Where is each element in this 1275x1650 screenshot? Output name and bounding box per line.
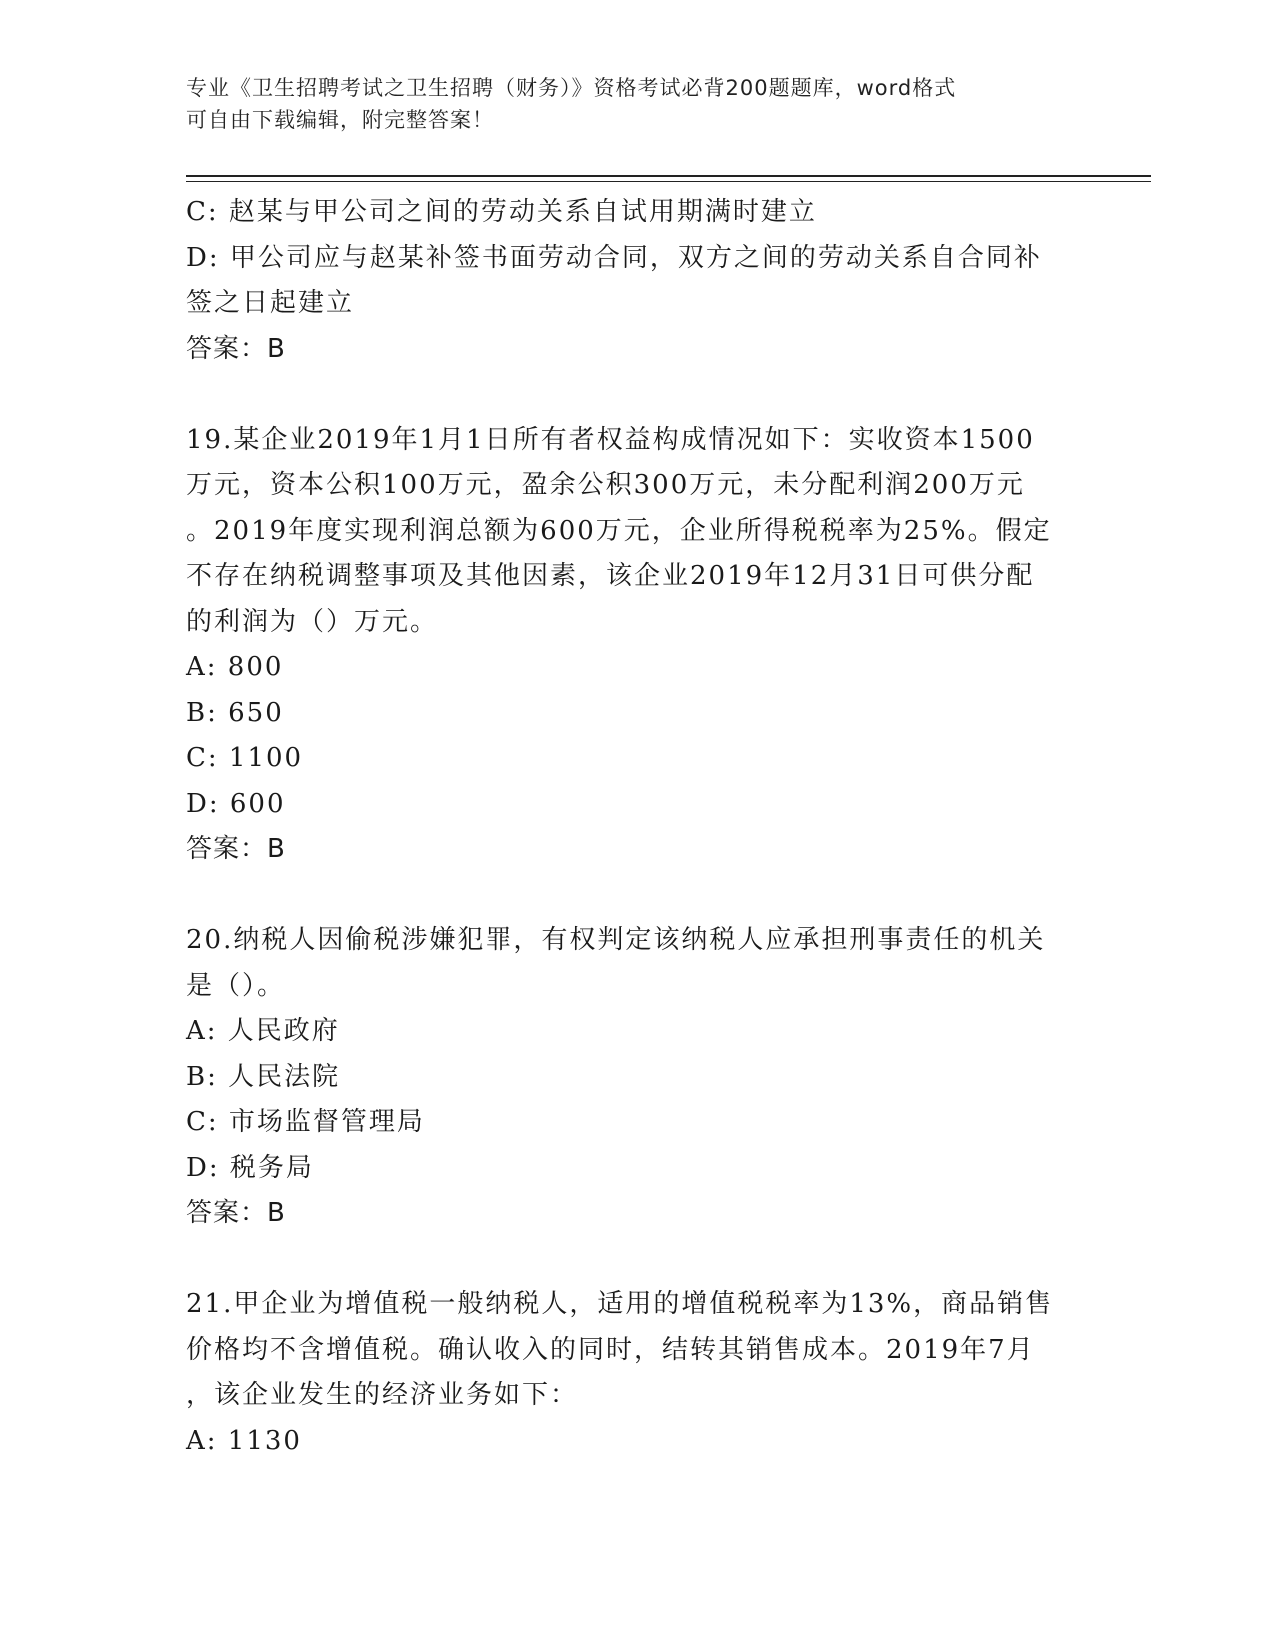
- option-a: A: 人民政府: [186, 1016, 340, 1046]
- option-b: B: 人民法院: [186, 1061, 341, 1092]
- question-20: [186, 918, 1066, 1237]
- option-c: C: 市场监督管理局: [186, 1107, 425, 1137]
- page-header: [186, 72, 1066, 136]
- question-stem-line: ，该企业发生的经济业务如下：: [186, 1380, 579, 1410]
- header-divider: [186, 175, 1151, 182]
- option-a: A: 800: [186, 652, 284, 682]
- option-d-continued: 签之日起建立: [186, 288, 355, 318]
- question-content: [186, 190, 1066, 1464]
- spacer: [186, 1237, 1066, 1283]
- question-stem-line: 21.甲企业为增值税一般纳税人，适用的增值税税率为13%，商品销售: [186, 1289, 1054, 1319]
- previous-question-tail: [186, 190, 1066, 372]
- question-stem-line: 20.纳税人因偷税涉嫌犯罪，有权判定该纳税人应承担刑事责任的机关: [186, 925, 1046, 955]
- answer: 答案：B: [186, 333, 286, 364]
- answer: 答案：B: [186, 1198, 286, 1228]
- spacer: [186, 372, 1066, 418]
- option-d: D: 600: [186, 788, 286, 819]
- option-d: D: 甲公司应与赵某补签书面劳动合同，双方之间的劳动关系自合同补: [186, 242, 1042, 273]
- header-title-line-1: 专业《卫生招聘考试之卫生招聘（财务）》资格考试必背200题题库，word格式: [186, 76, 957, 100]
- question-stem-line: 是（）。: [186, 970, 286, 1001]
- option-a: A: 1130: [186, 1425, 302, 1456]
- question-stem-line: 万元，资本公积100万元，盈余公积300万元，未分配利润200万元: [186, 470, 1025, 500]
- question-stem-line: 不存在纳税调整事项及其他因素，该企业2019年12月31日可供分配: [186, 561, 1035, 591]
- question-stem-line: 19.某企业2019年1月1日所有者权益构成情况如下：实收资本1500: [186, 424, 1035, 455]
- question-stem-line: 的利润为（）万元。: [186, 606, 439, 637]
- question-19: [186, 418, 1066, 873]
- spacer: [186, 873, 1066, 919]
- question-21: [186, 1282, 1066, 1464]
- header-title-line-2: 可自由下载编辑，附完整答案！: [186, 108, 494, 132]
- option-c: C: 赵某与甲公司之间的劳动关系自试用期满时建立: [186, 197, 817, 227]
- question-stem-line: 价格均不含增值税。确认收入的同时，结转其销售成本。2019年7月: [186, 1334, 1035, 1365]
- option-b: B: 650: [186, 697, 284, 728]
- question-stem-line: 。2019年度实现利润总额为600万元，企业所得税税率为25%。假定: [186, 515, 1052, 546]
- answer: 答案：B: [186, 834, 286, 864]
- option-d: D: 税务局: [186, 1152, 314, 1183]
- option-c: C: 1100: [186, 743, 304, 773]
